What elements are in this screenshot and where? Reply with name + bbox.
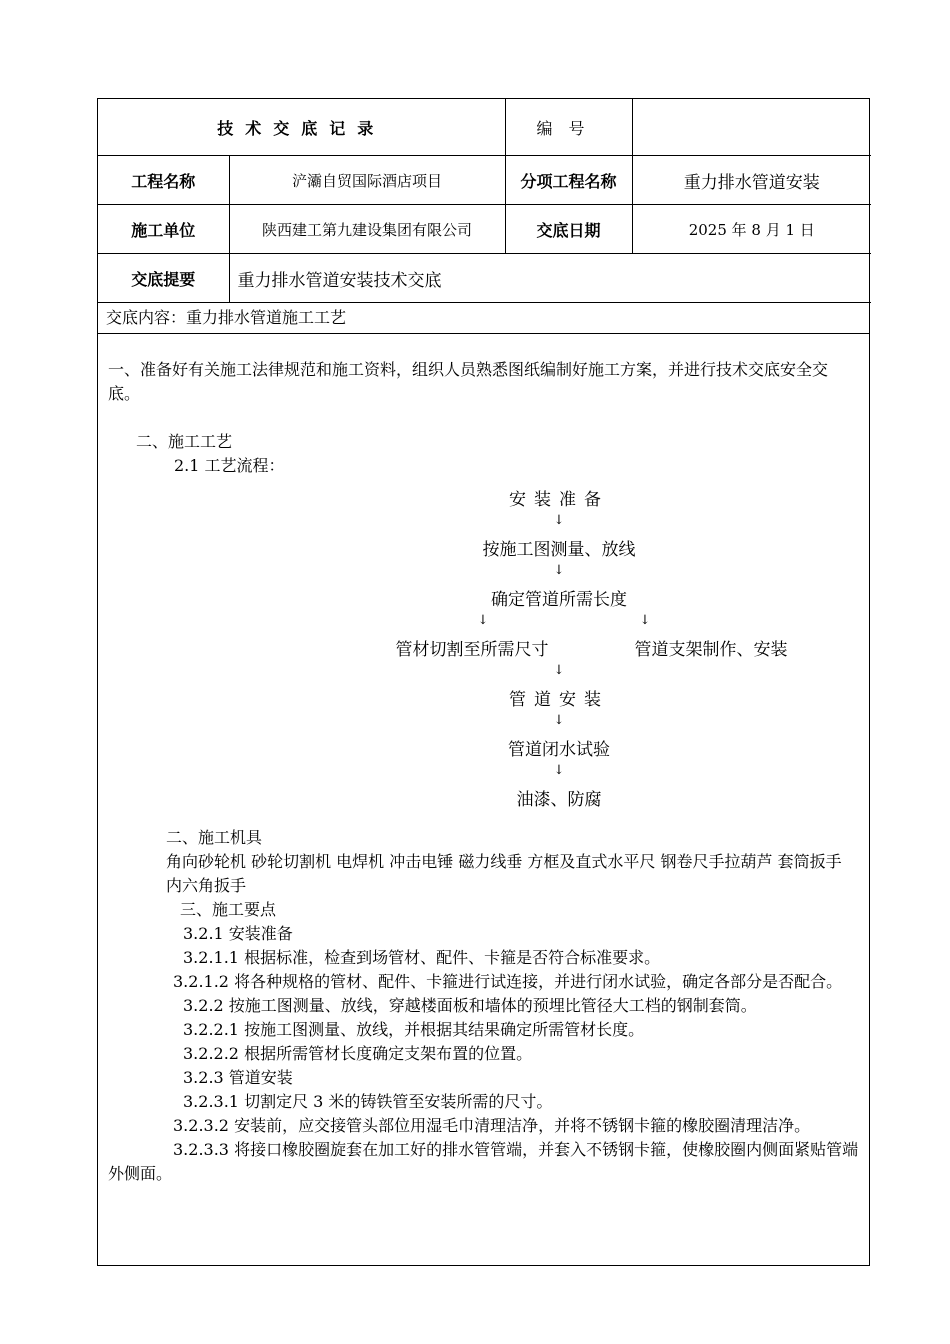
points-title: 三、施工要点 (180, 900, 277, 919)
page-title: 技术交底记录 (98, 99, 505, 156)
flow-arrow: ↓ (553, 513, 565, 528)
flow-arrow: ↓ (553, 713, 565, 728)
date-label: 交底日期 (505, 205, 632, 254)
unit-value: 陕西建工第九建设集团有限公司 (229, 205, 505, 254)
subproject-value: 重力排水管道安装 (632, 156, 871, 205)
flow-step-support: 管道支架制作、安装 (634, 640, 788, 660)
section2-title: 二、施工工艺 (136, 432, 233, 451)
flow-step-prepare: 安装准备 (509, 490, 609, 510)
flow-step-cut: 管材切割至所需尺寸 (395, 640, 549, 660)
flow-arrow: ↓ (639, 613, 651, 628)
unit-label: 施工单位 (98, 205, 229, 254)
point-item: 3.2.3.3 将接口橡胶圈旋套在加工好的排水管管端，并套入不锈钢卡箍，使橡胶圈内侧面紧贴管端外侧面。 (108, 1140, 859, 1183)
header-table (98, 99, 871, 303)
date-value: 2025 年 8 月 1 日 (632, 205, 871, 254)
point-item: 3.2.1.1 根据标准，检查到场管材、配件、卡箍是否符合标准要求。 (183, 948, 661, 967)
flow-step-length: 确定管道所需长度 (491, 590, 627, 610)
section2-1-title: 2.1 工艺流程： (174, 456, 285, 475)
point-item: 3.2.3 管道安装 (183, 1068, 293, 1087)
flow-arrow: ↓ (553, 663, 565, 678)
disclosure-record-sheet (97, 98, 870, 1266)
number-value (632, 99, 871, 156)
point-item: 3.2.2.1 按施工图测量、放线，并根据其结果确定所需管材长度。 (183, 1020, 645, 1039)
project-value: 浐灞自贸国际酒店项目 (229, 156, 505, 205)
content-heading: 交底内容：重力排水管道施工工艺 (98, 303, 869, 334)
flow-step-paint: 油漆、防腐 (516, 790, 602, 810)
summary-value: 重力排水管道安装技术交底 (229, 254, 871, 303)
flow-step-install: 管道安装 (509, 690, 609, 710)
process-flowchart (108, 488, 859, 820)
point-item: 3.2.3.1 切割定尺 3 米的铸铁管至安装所需的尺寸。 (183, 1092, 553, 1111)
content-body (98, 334, 869, 1186)
point-item: 3.2.1 安装准备 (183, 924, 293, 943)
point-item: 3.2.3.2 安装前，应交接管头部位用湿毛巾清理洁净，并将不锈钢卡箍的橡胶圈清理洁净。 (173, 1116, 811, 1135)
section1-text: 一、准备好有关施工法律规范和施工资料，组织人员熟悉图纸编制好施工方案，并进行技术交底安全交底。 (108, 360, 829, 403)
flow-arrow: ↓ (553, 763, 565, 778)
point-item: 3.2.2.2 根据所需管材长度确定支架布置的位置。 (183, 1044, 533, 1063)
number-label: 编号 (505, 99, 632, 156)
flow-arrow: ↓ (477, 613, 489, 628)
point-item: 3.2.1.2 将各种规格的管材、配件、卡箍进行试连接，并进行闭水试验，确定各部分是否配合。 (173, 972, 843, 991)
flow-step-test: 管道闭水试验 (508, 740, 610, 760)
flow-step-measure: 按施工图测量、放线 (482, 540, 636, 560)
tools-title: 二、施工机具 (166, 828, 263, 847)
point-item: 3.2.2 按施工图测量、放线，穿越楼面板和墙体的预埋比管径大工档的钢制套筒。 (183, 996, 757, 1015)
tools-text: 角向砂轮机 砂轮切割机 电焊机 冲击电锤 磁力线垂 方框及直式水平尺 钢卷尺手拉葫芦 套筒扳手 内六角扳手 (166, 852, 842, 895)
flow-arrow: ↓ (553, 563, 565, 578)
project-label: 工程名称 (98, 156, 229, 205)
subproject-label: 分项工程名称 (505, 156, 632, 205)
summary-label: 交底提要 (98, 254, 229, 303)
